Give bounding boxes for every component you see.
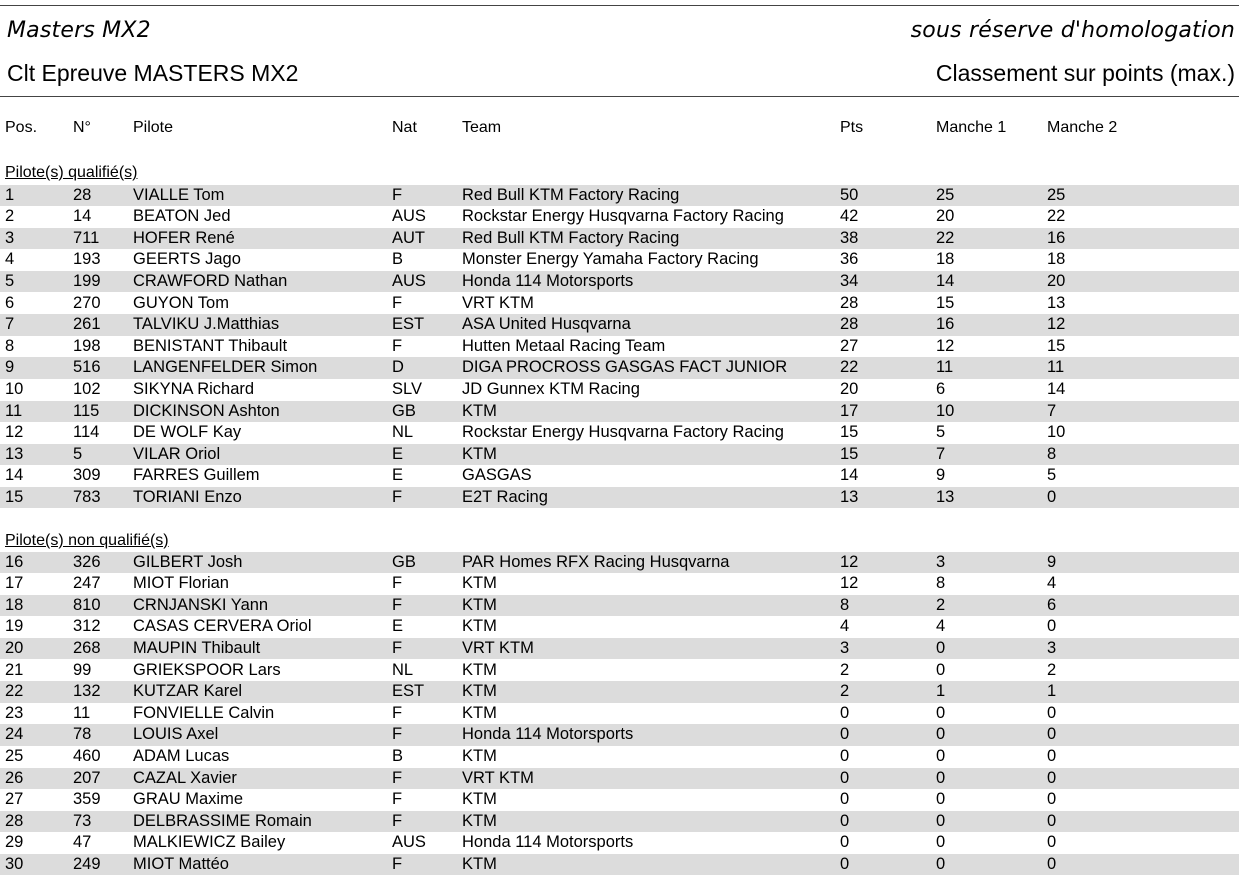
cell-race1: 0 xyxy=(936,854,946,873)
cell-rider: GEERTS Jago xyxy=(133,250,241,269)
cell-race2: 3 xyxy=(1047,638,1057,657)
cell-number: 115 xyxy=(73,401,100,420)
cell-pos: 1 xyxy=(5,185,15,204)
cell-race1: 1 xyxy=(936,682,946,701)
cell-rider: CRAWFORD Nathan xyxy=(133,271,288,290)
table-row xyxy=(0,724,1239,746)
cell-team: KTM xyxy=(462,574,497,593)
cell-race2: 15 xyxy=(1047,336,1066,355)
table-row xyxy=(0,832,1239,854)
table-row xyxy=(0,703,1239,725)
cell-nation: B xyxy=(392,746,404,765)
cell-points: 2 xyxy=(840,660,850,679)
col-header-number: N° xyxy=(73,119,91,136)
cell-points: 14 xyxy=(840,466,859,485)
cell-nation: F xyxy=(392,336,403,355)
cell-nation: GB xyxy=(392,401,416,420)
cell-rider: CRNJANSKI Yann xyxy=(133,595,269,614)
cell-pos: 7 xyxy=(5,315,15,334)
cell-pos: 2 xyxy=(5,207,15,226)
cell-points: 22 xyxy=(840,358,859,377)
cell-number: 711 xyxy=(73,228,100,247)
results-subtitle: Clt Epreuve MASTERS MX2 xyxy=(7,60,299,86)
cell-number: 261 xyxy=(73,315,101,334)
cell-race2: 6 xyxy=(1047,595,1057,614)
col-header-nation: Nat xyxy=(392,119,417,136)
cell-rider: GILBERT Josh xyxy=(133,552,243,571)
cell-race2: 0 xyxy=(1047,811,1057,830)
cell-team: JD Gunnex KTM Racing xyxy=(462,379,640,398)
cell-race2: 0 xyxy=(1047,487,1057,506)
cell-pos: 19 xyxy=(5,617,24,636)
cell-points: 4 xyxy=(840,617,850,636)
cell-race1: 0 xyxy=(936,833,946,852)
table-row xyxy=(0,487,1239,509)
cell-pos: 5 xyxy=(5,271,15,290)
table-row xyxy=(0,228,1239,250)
cell-points: 42 xyxy=(840,207,859,226)
cell-pos: 11 xyxy=(5,401,23,420)
table-row xyxy=(0,185,1239,207)
cell-team: KTM xyxy=(462,790,497,809)
cell-race1: 9 xyxy=(936,466,946,485)
cell-nation: E xyxy=(392,617,404,636)
cell-pos: 25 xyxy=(5,746,24,765)
cell-team: ASA United Husqvarna xyxy=(462,315,631,334)
cell-team: Honda 114 Motorsports xyxy=(462,271,634,290)
cell-rider: VILAR Oriol xyxy=(133,444,221,463)
cell-race1: 2 xyxy=(936,595,946,614)
cell-team: Hutten Metaal Racing Team xyxy=(462,336,666,355)
cell-pos: 12 xyxy=(5,423,24,442)
event-title: Masters MX2 xyxy=(7,18,151,43)
cell-pos: 27 xyxy=(5,790,24,809)
cell-nation: E xyxy=(392,444,404,463)
cell-race1: 6 xyxy=(936,379,946,398)
cell-team: Rockstar Energy Husqvarna Factory Racing xyxy=(462,207,784,226)
cell-team: KTM xyxy=(462,682,497,701)
cell-points: 13 xyxy=(840,487,859,506)
cell-race2: 10 xyxy=(1047,423,1066,442)
cell-race1: 11 xyxy=(936,358,954,377)
cell-number: 309 xyxy=(73,466,101,485)
cell-race1: 7 xyxy=(936,444,946,463)
cell-number: 359 xyxy=(73,790,101,809)
cell-number: 28 xyxy=(73,185,92,204)
cell-nation: F xyxy=(392,638,403,657)
cell-number: 73 xyxy=(73,811,92,830)
section-not-qualified: Pilote(s) non qualifié(s) xyxy=(5,532,169,549)
cell-pos: 4 xyxy=(5,250,15,269)
cell-pos: 21 xyxy=(5,660,24,679)
cell-number: 312 xyxy=(73,617,101,636)
cell-number: 247 xyxy=(73,574,101,593)
cell-pos: 13 xyxy=(5,444,24,463)
cell-points: 34 xyxy=(840,271,859,290)
table-row xyxy=(0,660,1239,682)
cell-team: Red Bull KTM Factory Racing xyxy=(462,185,680,204)
cell-rider: MIOT Florian xyxy=(133,574,229,593)
cell-race1: 20 xyxy=(936,207,955,226)
table-row xyxy=(0,595,1239,617)
cell-race1: 0 xyxy=(936,703,946,722)
table-row xyxy=(0,249,1239,271)
cell-race2: 0 xyxy=(1047,703,1057,722)
cell-rider: TALVIKU J.Matthias xyxy=(133,315,280,334)
cell-points: 27 xyxy=(840,336,859,355)
cell-nation: EST xyxy=(392,682,425,701)
cell-rider: DE WOLF Kay xyxy=(133,423,242,442)
cell-rider: MIOT Mattéo xyxy=(133,854,229,873)
cell-race1: 8 xyxy=(936,574,946,593)
cell-nation: AUS xyxy=(392,271,426,290)
cell-race1: 13 xyxy=(936,487,955,506)
cell-pos: 3 xyxy=(5,228,15,247)
cell-race1: 18 xyxy=(936,250,955,269)
cell-race1: 0 xyxy=(936,746,946,765)
cell-race2: 0 xyxy=(1047,768,1057,787)
cell-nation: F xyxy=(392,811,403,830)
cell-points: 17 xyxy=(840,401,859,420)
cell-number: 460 xyxy=(73,746,101,765)
cell-nation: F xyxy=(392,487,403,506)
cell-race1: 3 xyxy=(936,552,946,571)
cell-team: Honda 114 Motorsports xyxy=(462,725,634,744)
cell-team: KTM xyxy=(462,811,497,830)
cell-pos: 8 xyxy=(5,336,15,355)
table-row xyxy=(0,768,1239,790)
cell-race2: 0 xyxy=(1047,746,1057,765)
cell-nation: F xyxy=(392,703,403,722)
cell-nation: NL xyxy=(392,423,414,442)
column-header-row xyxy=(0,119,1239,139)
cell-pos: 29 xyxy=(5,833,24,852)
cell-team: KTM xyxy=(462,401,497,420)
cell-race2: 25 xyxy=(1047,185,1066,204)
cell-pos: 16 xyxy=(5,552,24,571)
cell-points: 15 xyxy=(840,444,859,463)
cell-race2: 7 xyxy=(1047,401,1057,420)
cell-race2: 0 xyxy=(1047,725,1057,744)
cell-pos: 10 xyxy=(5,379,24,398)
cell-number: 326 xyxy=(73,552,101,571)
cell-number: 249 xyxy=(73,854,101,873)
cell-team: KTM xyxy=(462,703,497,722)
col-header-pos: Pos. xyxy=(5,119,38,136)
table-row xyxy=(0,616,1239,638)
cell-race2: 22 xyxy=(1047,207,1066,226)
cell-race2: 4 xyxy=(1047,574,1057,593)
table-row xyxy=(0,206,1239,228)
table-row xyxy=(0,401,1239,423)
cell-nation: F xyxy=(392,854,403,873)
cell-number: 114 xyxy=(73,423,100,442)
cell-rider: MAUPIN Thibault xyxy=(133,638,261,657)
cell-nation: F xyxy=(392,293,403,312)
cell-points: 3 xyxy=(840,638,850,657)
cell-points: 36 xyxy=(840,250,859,269)
cell-nation: B xyxy=(392,250,404,269)
cell-pos: 14 xyxy=(5,466,24,485)
top-rule xyxy=(0,5,1239,6)
cell-points: 28 xyxy=(840,293,859,312)
cell-race1: 10 xyxy=(936,401,955,420)
cell-nation: GB xyxy=(392,552,416,571)
table-row xyxy=(0,357,1239,379)
cell-number: 5 xyxy=(73,444,83,463)
cell-pos: 15 xyxy=(5,487,24,506)
section-qualified: Pilote(s) qualifié(s) xyxy=(5,164,138,181)
cell-race1: 14 xyxy=(936,271,955,290)
cell-rider: LOUIS Axel xyxy=(133,725,219,744)
cell-team: KTM xyxy=(462,617,497,636)
cell-nation: F xyxy=(392,725,403,744)
cell-points: 50 xyxy=(840,185,859,204)
cell-team: VRT KTM xyxy=(462,768,534,787)
cell-team: KTM xyxy=(462,660,497,679)
cell-rider: FONVIELLE Calvin xyxy=(133,703,275,722)
table-row xyxy=(0,379,1239,401)
table-row xyxy=(0,465,1239,487)
cell-number: 99 xyxy=(73,660,92,679)
col-header-race2: Manche 2 xyxy=(1047,119,1118,136)
table-row xyxy=(0,314,1239,336)
cell-nation: AUS xyxy=(392,207,426,226)
homologation-note: sous réserve d'homologation xyxy=(910,18,1235,43)
cell-number: 207 xyxy=(73,768,101,787)
cell-team: Red Bull KTM Factory Racing xyxy=(462,228,680,247)
cell-race2: 16 xyxy=(1047,228,1066,247)
cell-number: 270 xyxy=(73,293,101,312)
cell-race2: 0 xyxy=(1047,854,1057,873)
cell-nation: E xyxy=(392,466,404,485)
cell-nation: SLV xyxy=(392,379,422,398)
cell-nation: F xyxy=(392,768,403,787)
table-row xyxy=(0,293,1239,315)
cell-team: VRT KTM xyxy=(462,293,534,312)
cell-pos: 18 xyxy=(5,595,24,614)
cell-race2: 12 xyxy=(1047,315,1066,334)
cell-team: KTM xyxy=(462,854,497,873)
table-row xyxy=(0,811,1239,833)
table-row xyxy=(0,573,1239,595)
col-header-points: Pts xyxy=(840,119,864,136)
cell-nation: F xyxy=(392,574,403,593)
cell-race1: 5 xyxy=(936,423,946,442)
cell-rider: CASAS CERVERA Oriol xyxy=(133,617,312,636)
cell-nation: D xyxy=(392,358,404,377)
cell-race2: 18 xyxy=(1047,250,1066,269)
cell-number: 132 xyxy=(73,682,101,701)
cell-race1: 0 xyxy=(936,790,946,809)
cell-number: 198 xyxy=(73,336,101,355)
cell-race2: 9 xyxy=(1047,552,1057,571)
cell-number: 268 xyxy=(73,638,101,657)
cell-team: Rockstar Energy Husqvarna Factory Racing xyxy=(462,423,784,442)
table-row xyxy=(0,552,1239,574)
cell-rider: TORIANI Enzo xyxy=(133,487,242,506)
cell-race2: 0 xyxy=(1047,790,1057,809)
cell-points: 0 xyxy=(840,790,850,809)
cell-rider: SIKYNA Richard xyxy=(133,379,255,398)
cell-number: 78 xyxy=(73,725,92,744)
cell-race1: 16 xyxy=(936,315,955,334)
cell-nation: AUT xyxy=(392,228,425,247)
cell-points: 12 xyxy=(840,552,859,571)
cell-points: 12 xyxy=(840,574,859,593)
cell-nation: NL xyxy=(392,660,414,679)
cell-team: KTM xyxy=(462,444,497,463)
cell-number: 11 xyxy=(73,703,91,722)
cell-points: 0 xyxy=(840,854,850,873)
cell-pos: 22 xyxy=(5,682,24,701)
cell-race2: 0 xyxy=(1047,833,1057,852)
table-row xyxy=(0,422,1239,444)
cell-team: KTM xyxy=(462,746,497,765)
cell-race1: 0 xyxy=(936,811,946,830)
cell-rider: LANGENFELDER Simon xyxy=(133,358,318,377)
cell-points: 0 xyxy=(840,703,850,722)
cell-nation: EST xyxy=(392,315,425,334)
cell-race2: 0 xyxy=(1047,617,1057,636)
cell-points: 38 xyxy=(840,228,859,247)
cell-team: GASGAS xyxy=(462,466,532,485)
cell-race1: 0 xyxy=(936,768,946,787)
cell-race2: 20 xyxy=(1047,271,1066,290)
cell-rider: BEATON Jed xyxy=(133,207,231,226)
cell-pos: 26 xyxy=(5,768,24,787)
cell-pos: 20 xyxy=(5,638,24,657)
cell-number: 810 xyxy=(73,595,101,614)
cell-race1: 0 xyxy=(936,660,946,679)
cell-nation: AUS xyxy=(392,833,426,852)
cell-race2: 5 xyxy=(1047,466,1057,485)
cell-number: 193 xyxy=(73,250,101,269)
cell-race1: 15 xyxy=(936,293,955,312)
cell-number: 516 xyxy=(73,358,101,377)
classification-type: Classement sur points (max.) xyxy=(935,60,1235,86)
cell-rider: ADAM Lucas xyxy=(133,746,230,765)
cell-team: PAR Homes RFX Racing Husqvarna xyxy=(462,552,730,571)
cell-points: 20 xyxy=(840,379,859,398)
cell-number: 14 xyxy=(73,207,92,226)
cell-race2: 2 xyxy=(1047,660,1057,679)
cell-race1: 4 xyxy=(936,617,946,636)
cell-race2: 8 xyxy=(1047,444,1057,463)
cell-points: 28 xyxy=(840,315,859,334)
cell-race2: 11 xyxy=(1047,358,1065,377)
cell-race2: 1 xyxy=(1047,682,1057,701)
cell-rider: KUTZAR Karel xyxy=(133,682,243,701)
table-row xyxy=(0,681,1239,703)
cell-number: 199 xyxy=(73,271,101,290)
table-row xyxy=(0,638,1239,660)
cell-pos: 17 xyxy=(5,574,24,593)
cell-points: 0 xyxy=(840,768,850,787)
cell-rider: DELBRASSIME Romain xyxy=(133,811,312,830)
cell-points: 0 xyxy=(840,725,850,744)
cell-rider: CAZAL Xavier xyxy=(133,768,237,787)
cell-race1: 25 xyxy=(936,185,955,204)
table-row xyxy=(0,854,1239,876)
cell-nation: F xyxy=(392,790,403,809)
cell-points: 0 xyxy=(840,833,850,852)
cell-number: 102 xyxy=(73,379,101,398)
cell-number: 783 xyxy=(73,487,101,506)
col-header-rider: Pilote xyxy=(133,119,174,136)
cell-race1: 12 xyxy=(936,336,955,355)
cell-pos: 23 xyxy=(5,703,24,722)
cell-pos: 24 xyxy=(5,725,24,744)
cell-race1: 22 xyxy=(936,228,955,247)
cell-pos: 30 xyxy=(5,854,24,873)
cell-points: 0 xyxy=(840,746,850,765)
cell-points: 8 xyxy=(840,595,850,614)
cell-number: 47 xyxy=(73,833,92,852)
header-rule xyxy=(0,96,1239,97)
cell-rider: VIALLE Tom xyxy=(133,185,225,204)
cell-rider: HOFER René xyxy=(133,228,235,247)
col-header-team: Team xyxy=(462,119,502,136)
cell-rider: GRAU Maxime xyxy=(133,790,244,809)
table-row xyxy=(0,336,1239,358)
cell-rider: FARRES Guillem xyxy=(133,466,260,485)
cell-nation: F xyxy=(392,185,403,204)
cell-rider: MALKIEWICZ Bailey xyxy=(133,833,286,852)
cell-team: E2T Racing xyxy=(462,487,548,506)
cell-rider: DICKINSON Ashton xyxy=(133,401,280,420)
cell-points: 2 xyxy=(840,682,850,701)
cell-team: KTM xyxy=(462,595,497,614)
table-row xyxy=(0,444,1239,466)
cell-race1: 0 xyxy=(936,725,946,744)
cell-race2: 14 xyxy=(1047,379,1066,398)
cell-pos: 28 xyxy=(5,811,24,830)
cell-rider: GUYON Tom xyxy=(133,293,229,312)
cell-pos: 9 xyxy=(5,358,15,377)
cell-team: Monster Energy Yamaha Factory Racing xyxy=(462,250,759,269)
table-row xyxy=(0,271,1239,293)
cell-pos: 6 xyxy=(5,293,15,312)
cell-points: 15 xyxy=(840,423,859,442)
cell-rider: BENISTANT Thibault xyxy=(133,336,288,355)
cell-rider: GRIEKSPOOR Lars xyxy=(133,660,281,679)
cell-race2: 13 xyxy=(1047,293,1066,312)
cell-race1: 0 xyxy=(936,638,946,657)
table-row xyxy=(0,789,1239,811)
col-header-race1: Manche 1 xyxy=(936,119,1007,136)
cell-nation: F xyxy=(392,595,403,614)
table-row xyxy=(0,746,1239,768)
cell-points: 0 xyxy=(840,811,850,830)
cell-team: DIGA PROCROSS GASGAS FACT JUNIOR xyxy=(462,358,788,377)
cell-team: VRT KTM xyxy=(462,638,534,657)
cell-team: Honda 114 Motorsports xyxy=(462,833,634,852)
